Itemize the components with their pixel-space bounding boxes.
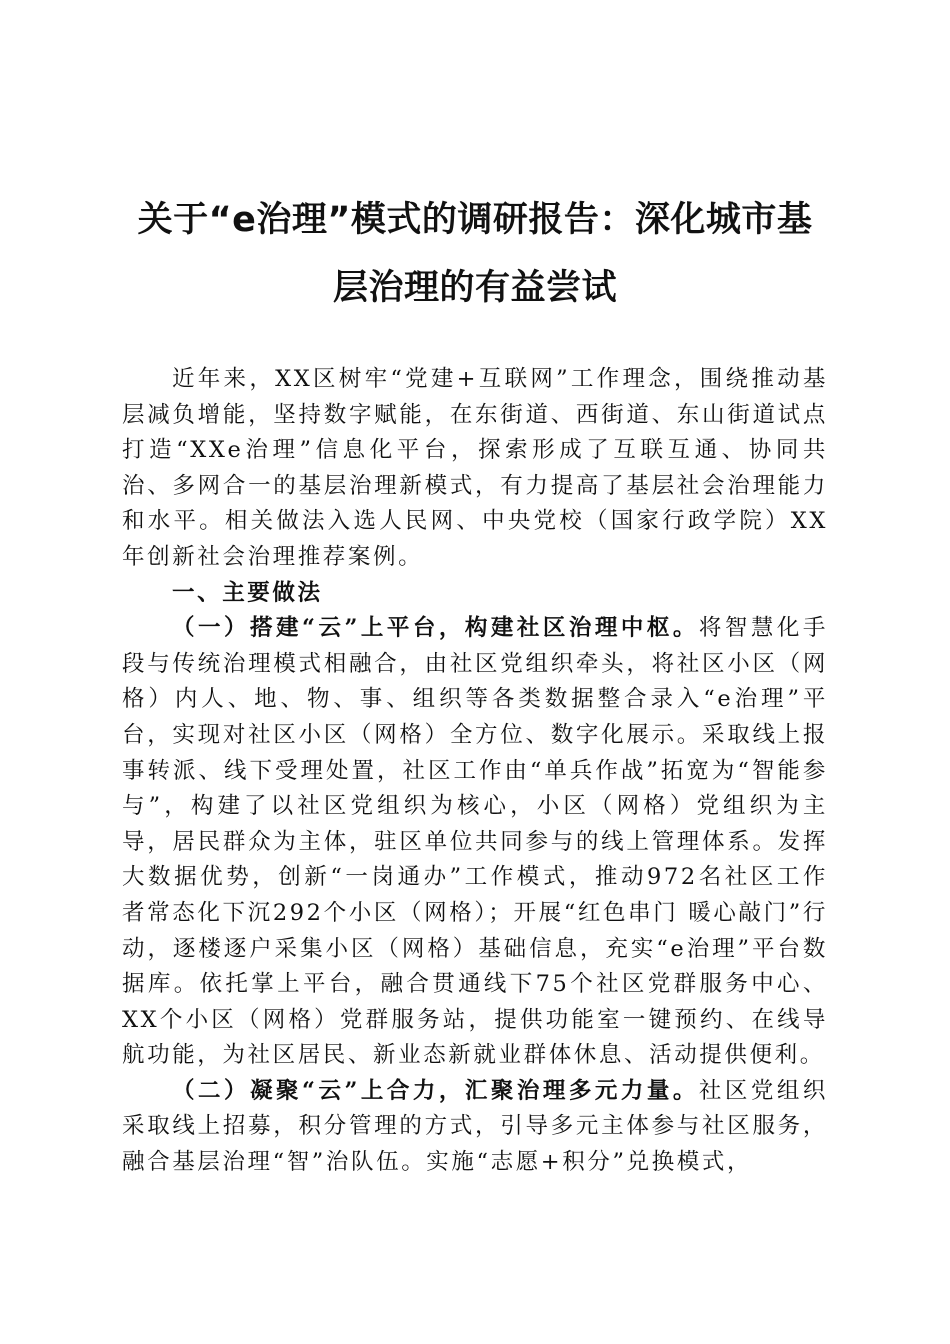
document-body xyxy=(122,362,828,1181)
section-heading-main-practices: 一、主要做法 xyxy=(172,579,323,606)
item-1-paragraph xyxy=(122,611,828,1074)
title-line-2: 层治理的有益尝试 xyxy=(332,268,617,308)
item-2-body: 社区党组织采取线上招募，积分管理的方式，引导多元主体参与社区服务，融合基层治理“智”治队伍。实施“志愿+积分”兑换模式， xyxy=(122,1077,828,1176)
title-line-1: 关于“e治理”模式的调研报告：深化城市基 xyxy=(137,200,813,240)
item-2-lead: （二）凝聚“云”上合力，汇聚治理多元力量。 xyxy=(172,1077,699,1104)
item-2-paragraph xyxy=(122,1074,828,1181)
document-title xyxy=(100,186,850,322)
intro-paragraph: 近年来，XX区树牢“党建+互联网”工作理念，围绕推动基层减负增能，坚持数字赋能，在东街道、西街道、东山街道试点打造“XXe治理”信息化平台，探索形成了互联互通、协同共治、多网合一的基层治理新模式，有力提高了基层社会治理能力和水平。相关做法入选人民网、中央党校（国家行政学院）XX年创新社会治理推荐案例。 xyxy=(122,366,828,570)
item-1-body: 将智慧化手段与传统治理模式相融合，由社区党组织牵头，将社区小区（网格）内人、地、物、事、组织等各类数据整合录入“e治理”平台，实现对社区小区（网格）全方位、数字化展示。采取线上报事转派、线下受理处置，社区工作由“单兵作战”拓宽为“智能参与”，构建了以社区党组织为核心，小区（网格）党组织为主导，居民群众为主体，驻区单位共同参与的线上管理体系。发挥大数据优势，创新“一岗通办”工作模式，推动972名社区工作者常态化下沉292个小区（网格）；开展“红色串门 暖心敲门”行动，逐楼逐户采集小区（网格）基础信息，充实“e治理”平台数据库。依托掌上平台，融合贯通线下75个社区党群服务中心、XX个小区（网格）党群服务站，提供功能室一键预约、在线导航功能，为社区居民、新业态新就业群体休息、活动提供便利。 xyxy=(122,615,828,1069)
item-1-lead: （一）搭建“云”上平台，构建社区治理中枢。 xyxy=(172,615,699,642)
